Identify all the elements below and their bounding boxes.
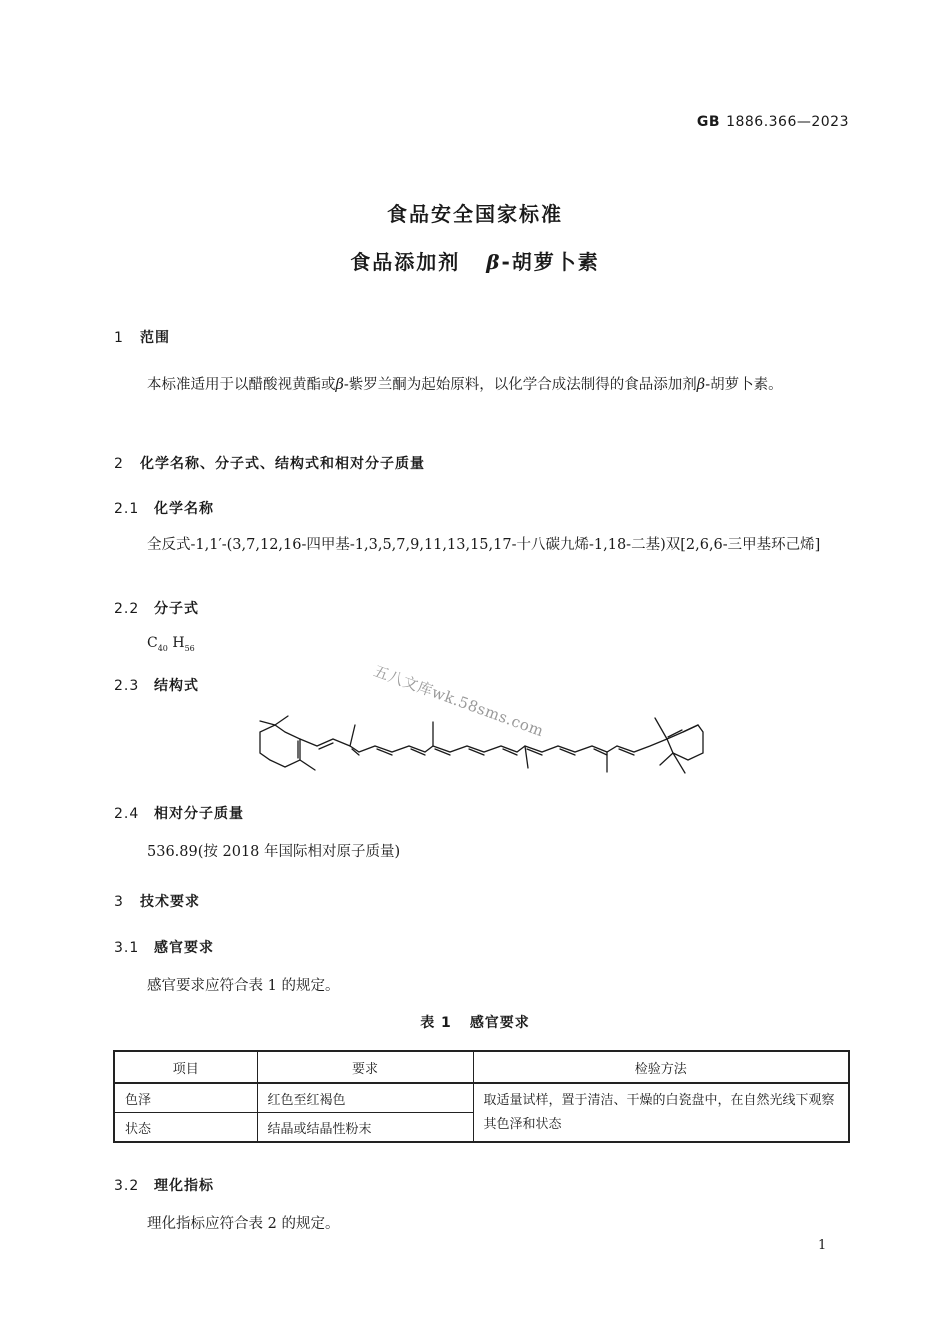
table-row bbox=[114, 1083, 849, 1113]
standard-code-number: 1886.366—2023 bbox=[726, 114, 849, 130]
table-header-row bbox=[114, 1051, 849, 1083]
subtitle-prefix: 食品添加剂 bbox=[350, 250, 461, 274]
section-2-2-heading: 2.2 分子式 bbox=[114, 601, 199, 617]
document-title: 食品安全国家标准 bbox=[387, 202, 563, 226]
section-3-heading: 3 技术要求 bbox=[114, 894, 200, 910]
table-header-cell: 项目 bbox=[114, 1051, 257, 1083]
table-header-cell: 要求 bbox=[257, 1051, 473, 1083]
page-number: 1 bbox=[818, 1238, 827, 1253]
structural-formula-diagram bbox=[255, 710, 715, 790]
table-cell-method: 取适量试样，置于清洁、干燥的白瓷盘中，在自然光线下观察其色泽和状态 bbox=[473, 1083, 849, 1142]
chemical-name-text: 全反式-1,1′-(3,7,12,16-四甲基-1,3,5,7,9,11,13,15,17-十八碳九烯-1,18-二基)双[2,6,6-三甲基环己烯] bbox=[147, 537, 821, 553]
table-header-cell: 检验方法 bbox=[473, 1051, 849, 1083]
table-cell-item: 状态 bbox=[114, 1113, 257, 1143]
table-1 bbox=[113, 1050, 850, 1143]
polyene-chain bbox=[300, 739, 667, 752]
left-ring bbox=[260, 725, 300, 767]
subtitle-suffix: -胡萝卜素 bbox=[501, 250, 600, 274]
standard-code-prefix: GB bbox=[696, 114, 721, 130]
table-cell-requirement: 红色至红褐色 bbox=[257, 1083, 473, 1113]
section-3-2-heading: 3.2 理化指标 bbox=[114, 1178, 214, 1194]
standard-code bbox=[697, 114, 849, 130]
section-3-2-text: 理化指标应符合表 2 的规定。 bbox=[147, 1216, 340, 1232]
section-2-3-heading: 2.3 结构式 bbox=[114, 678, 199, 694]
watermark: 五八文库wk.58sms.com bbox=[371, 661, 547, 741]
subtitle-greek: β bbox=[486, 250, 502, 274]
document-subtitle bbox=[0, 246, 950, 275]
right-ring bbox=[667, 725, 703, 760]
section-1-heading: 1 范围 bbox=[114, 330, 170, 346]
section-2-4-heading: 2.4 相对分子质量 bbox=[114, 806, 244, 822]
section-2-1-heading: 2.1 化学名称 bbox=[114, 501, 214, 517]
section-3-1-heading: 3.1 感官要求 bbox=[114, 940, 214, 956]
table-cell-item: 色泽 bbox=[114, 1083, 257, 1113]
table-1-caption: 表 1 感官要求 bbox=[420, 1015, 530, 1031]
section-3-1-text: 感官要求应符合表 1 的规定。 bbox=[147, 978, 340, 994]
molecular-mass-text: 536.89(按 2018 年国际相对原子质量) bbox=[147, 844, 401, 860]
molecular-formula: $C_{40}$ $H_{56}$ bbox=[147, 635, 195, 653]
table-cell-requirement: 结晶或结晶性粉末 bbox=[257, 1113, 473, 1143]
section-1-text: 本标准适用于以醋酸视黄酯或β-紫罗兰酮为起始原料，以化学合成法制得的食品添加剂β-胡萝卜素。 bbox=[147, 377, 783, 393]
section-2-heading: 2 化学名称、分子式、结构式和相对分子质量 bbox=[114, 456, 425, 472]
